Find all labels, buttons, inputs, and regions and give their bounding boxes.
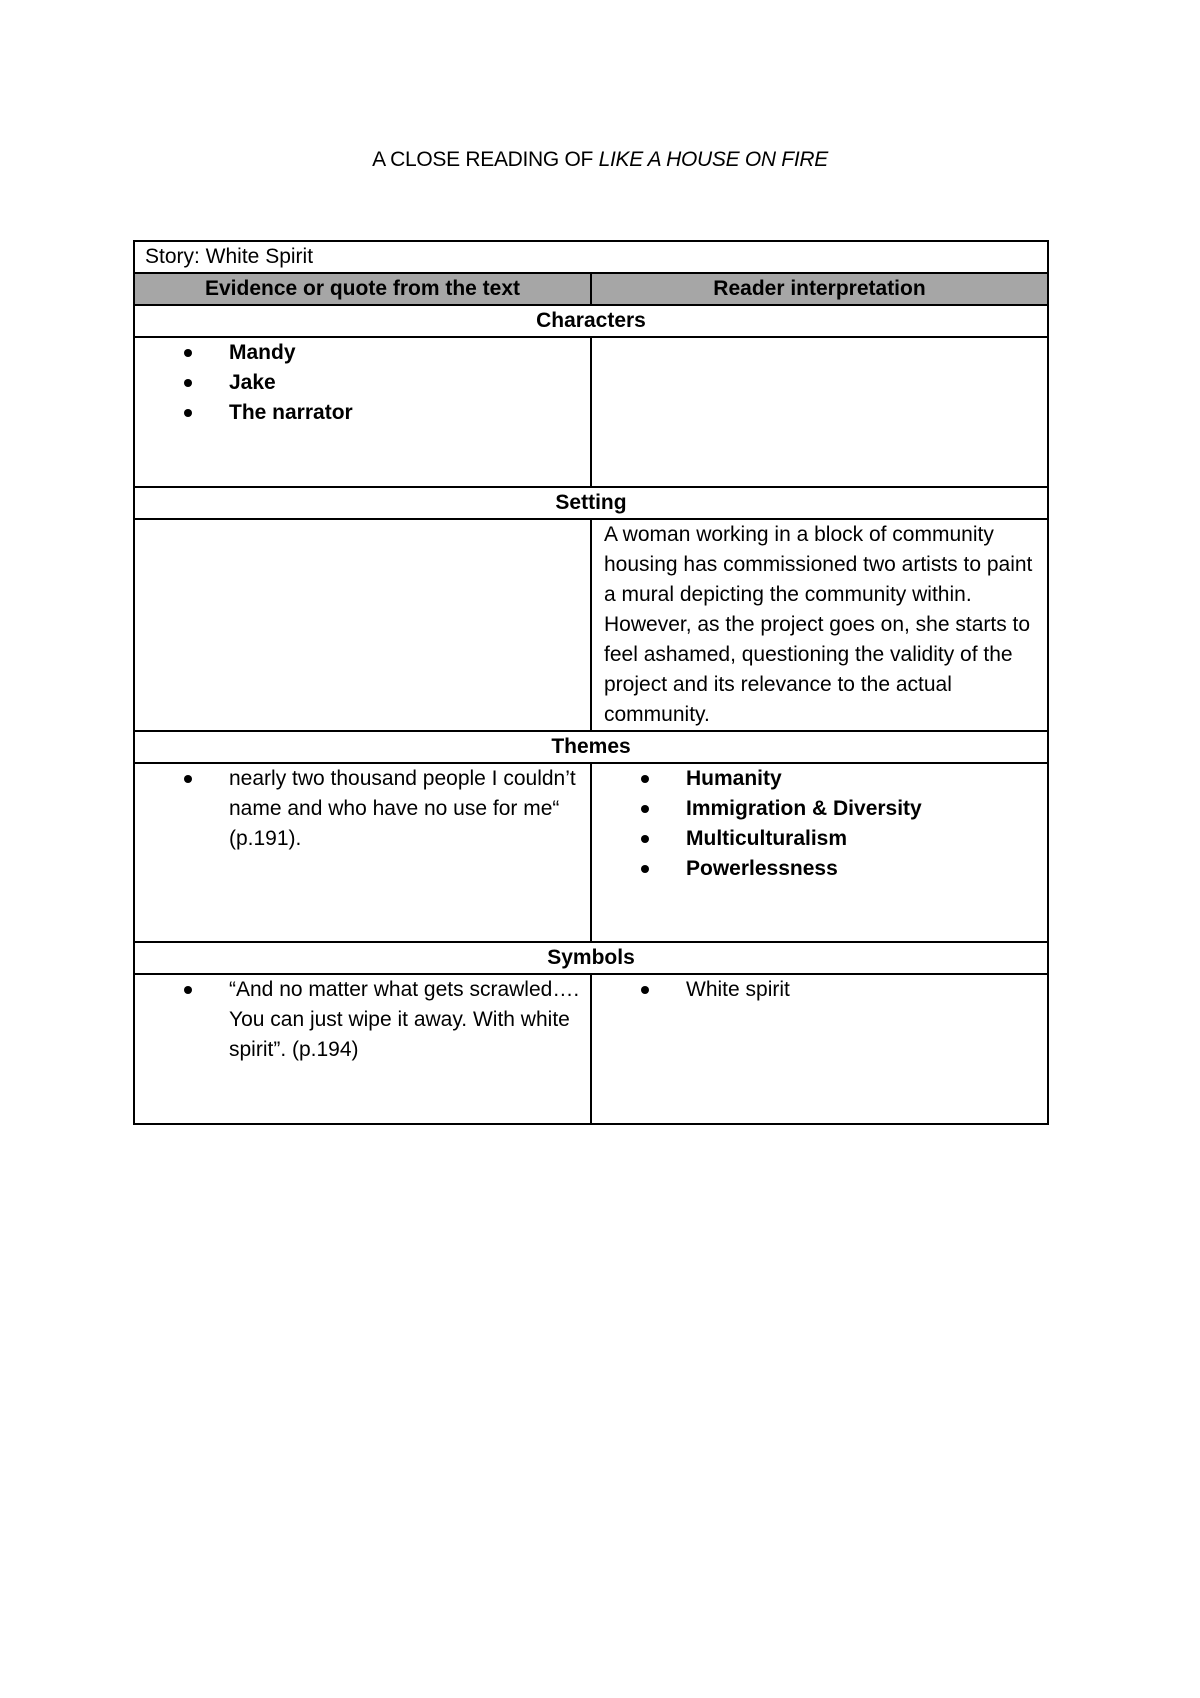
title-book-name: LIKE A HOUSE ON FIRE — [598, 148, 828, 171]
section-label-themes: Themes — [134, 731, 1048, 763]
evidence-column-header: Evidence or quote from the text — [134, 273, 591, 305]
list-item: Multiculturalism — [640, 824, 1037, 854]
symbols-evidence-list — [145, 975, 580, 1065]
setting-evidence-cell — [134, 519, 591, 731]
section-row-themes — [134, 731, 1048, 763]
symbols-interpretation-cell — [591, 974, 1048, 1124]
characters-evidence-cell — [134, 337, 591, 487]
setting-interpretation-text: A woman working in a block of community housing has commissioned two artists to paint a mural depicting the community within. However, as the project goes on, she starts to feel ashamed, questioning the validity of the project and its relevance to the actual community. — [604, 523, 1033, 726]
list-item: nearly two thousand people I couldn’t name and who have no use for me“ (p.191). — [183, 764, 580, 854]
characters-interpretation-cell — [591, 337, 1048, 487]
section-label-characters: Characters — [134, 305, 1048, 337]
list-item: White spirit — [640, 975, 1037, 1005]
document-title — [0, 148, 1200, 172]
section-label-symbols: Symbols — [134, 942, 1048, 974]
list-item: The narrator — [183, 398, 580, 428]
symbols-row — [134, 974, 1048, 1124]
section-row-characters — [134, 305, 1048, 337]
setting-interpretation-cell — [591, 519, 1048, 731]
symbols-interpretation-list — [602, 975, 1037, 1005]
header-row — [134, 273, 1048, 305]
list-item: Jake — [183, 368, 580, 398]
characters-list — [145, 338, 580, 428]
themes-evidence-list — [145, 764, 580, 854]
close-reading-table — [133, 240, 1049, 1125]
list-item: Immigration & Diversity — [640, 794, 1037, 824]
list-item: “And no matter what gets scrawled…. You can just wipe it away. With white spirit”. (p.194) — [183, 975, 580, 1065]
themes-evidence-cell — [134, 763, 591, 942]
list-item: Mandy — [183, 338, 580, 368]
characters-row — [134, 337, 1048, 487]
section-row-symbols — [134, 942, 1048, 974]
themes-interpretation-cell — [591, 763, 1048, 942]
themes-row — [134, 763, 1048, 942]
section-label-setting: Setting — [134, 487, 1048, 519]
story-row — [134, 241, 1048, 273]
title-prefix: A CLOSE READING OF — [372, 148, 599, 171]
list-item: Powerlessness — [640, 854, 1037, 884]
symbols-evidence-cell — [134, 974, 591, 1124]
themes-interpretation-list — [602, 764, 1037, 884]
list-item: Humanity — [640, 764, 1037, 794]
story-cell: Story: White Spirit — [134, 241, 1048, 273]
section-row-setting — [134, 487, 1048, 519]
setting-row — [134, 519, 1048, 731]
interpretation-column-header: Reader interpretation — [591, 273, 1048, 305]
